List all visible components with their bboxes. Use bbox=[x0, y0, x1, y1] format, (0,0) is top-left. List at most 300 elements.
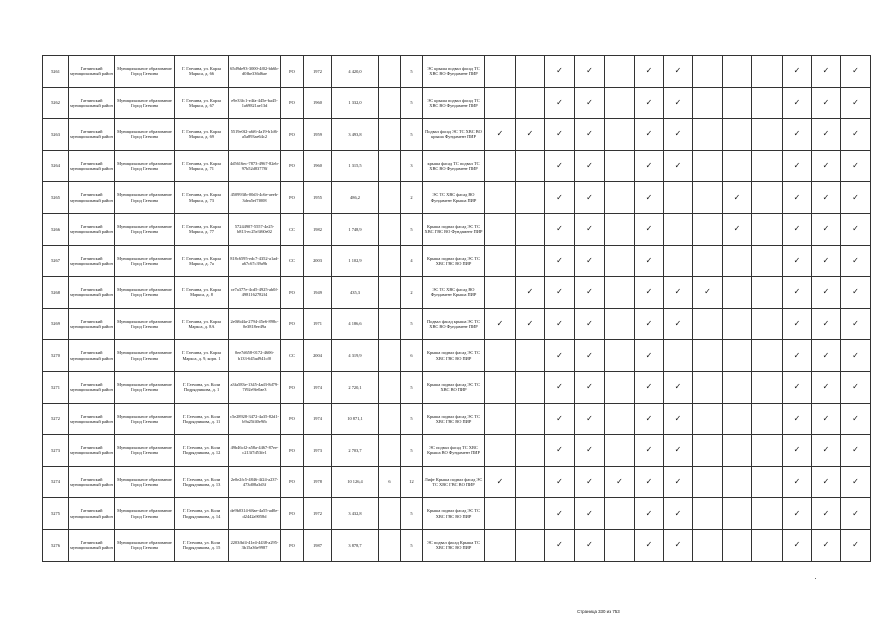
municipality-cell: Муниципальное образование Город Гатчина bbox=[115, 245, 175, 277]
count-cell bbox=[379, 529, 401, 561]
work-types-cell: Крыша подвал фасад ЭС ТС ХВС ГВС ВО ПИР bbox=[423, 245, 485, 277]
check-cell bbox=[664, 213, 693, 245]
guid-cell: 2e0f6d4a-2794-45e6-898c-0e3818ee49a bbox=[229, 308, 281, 340]
check-cell bbox=[752, 150, 783, 182]
check-cell bbox=[812, 403, 841, 435]
check-cell bbox=[516, 150, 545, 182]
check-cell bbox=[605, 340, 635, 372]
district-cell: Гатчинский муниципальный район bbox=[69, 87, 115, 119]
guid-cell: 65d9de93-3000-4f02-bb6b-d0fbe336d6ae bbox=[229, 56, 281, 88]
work-types-cell: Крыша подвал фасад ЭС ТС ХВС ГВС ВО Фундамент ПИР bbox=[423, 213, 485, 245]
check-cell bbox=[812, 213, 841, 245]
check-cell bbox=[485, 119, 516, 151]
check-cell bbox=[575, 466, 605, 498]
area-cell: 1 315,5 bbox=[332, 150, 379, 182]
checkmark-icon: ✓ bbox=[674, 161, 682, 171]
check-cell bbox=[545, 371, 575, 403]
checkmark-icon: ✓ bbox=[852, 287, 859, 297]
check-cell bbox=[693, 182, 723, 214]
check-cell bbox=[575, 435, 605, 467]
check-cell bbox=[723, 56, 752, 88]
table-row bbox=[43, 245, 871, 277]
checkmark-icon: ✓ bbox=[616, 477, 623, 487]
check-cell bbox=[485, 182, 516, 214]
guid-cell: e9e33fc1-e4fa-445e-ba45-1a69821ae13d bbox=[229, 87, 281, 119]
checkmark-icon: ✓ bbox=[556, 287, 563, 297]
checkmark-icon: ✓ bbox=[645, 350, 653, 360]
check-cell bbox=[545, 213, 575, 245]
guid-cell: 57244907-5557-4e25-b813-ec25e3f60e02 bbox=[229, 213, 281, 245]
check-cell bbox=[723, 403, 752, 435]
check-cell bbox=[783, 150, 812, 182]
check-cell bbox=[723, 435, 752, 467]
count-cell: 6 bbox=[379, 466, 401, 498]
work-types-cell: ЭС подвал фасад ТС ХВС Крыша ВО Фундамент ПИР bbox=[423, 435, 485, 467]
count-cell bbox=[379, 119, 401, 151]
checkmark-icon: ✓ bbox=[852, 97, 859, 107]
address-cell: Г. Гатчина, ул. Карла Маркса, д. 66 bbox=[175, 56, 229, 88]
row-number-cell: 5267 bbox=[43, 245, 69, 277]
check-cell bbox=[664, 277, 693, 309]
table-row bbox=[43, 498, 871, 530]
checkmark-icon: ✓ bbox=[556, 413, 563, 423]
check-cell bbox=[516, 435, 545, 467]
checkmark-icon: ✓ bbox=[822, 540, 830, 550]
checkmark-icon: ✓ bbox=[852, 319, 859, 329]
district-cell: Гатчинский муниципальный район bbox=[69, 308, 115, 340]
checkmark-icon: ✓ bbox=[496, 319, 504, 329]
check-cell bbox=[516, 466, 545, 498]
checkmark-icon: ✓ bbox=[645, 413, 653, 423]
work-types-cell: ЭС ТС ХВС фасад ВО Фундамент Крыша ПИР bbox=[423, 182, 485, 214]
check-cell bbox=[485, 308, 516, 340]
check-cell bbox=[752, 498, 783, 530]
check-cell bbox=[664, 403, 693, 435]
checkmark-icon: ✓ bbox=[822, 382, 830, 392]
guid-cell: ce7a377e-4cd5-4925-ab0f-4981162782f4 bbox=[229, 277, 281, 309]
count-cell bbox=[379, 340, 401, 372]
municipality-cell: Муниципальное образование Город Гатчина bbox=[115, 529, 175, 561]
checkmark-icon: ✓ bbox=[645, 224, 653, 234]
check-cell bbox=[783, 371, 812, 403]
check-cell bbox=[664, 56, 693, 88]
check-cell bbox=[841, 213, 871, 245]
area-cell: 486,2 bbox=[332, 182, 379, 214]
check-cell bbox=[693, 466, 723, 498]
row-number-cell: 5272 bbox=[43, 403, 69, 435]
checkmark-icon: ✓ bbox=[822, 287, 830, 297]
floors-cell: 5 bbox=[401, 213, 423, 245]
checkmark-icon: ✓ bbox=[793, 445, 801, 455]
municipality-cell: Муниципальное образование Город Гатчина bbox=[115, 498, 175, 530]
municipality-cell: Муниципальное образование Город Гатчина bbox=[115, 277, 175, 309]
checkmark-icon: ✓ bbox=[852, 66, 859, 76]
row-number-cell: 5265 bbox=[43, 182, 69, 214]
check-cell bbox=[575, 150, 605, 182]
floors-cell: 5 bbox=[401, 435, 423, 467]
area-cell: 10 871,1 bbox=[332, 403, 379, 435]
checkmark-icon: ✓ bbox=[793, 224, 801, 234]
count-cell bbox=[379, 150, 401, 182]
check-cell bbox=[693, 56, 723, 88]
check-cell bbox=[485, 56, 516, 88]
municipality-cell: Муниципальное образование Город Гатчина bbox=[115, 182, 175, 214]
check-cell bbox=[575, 87, 605, 119]
check-cell bbox=[575, 308, 605, 340]
year-cell: 1974 bbox=[304, 371, 332, 403]
checkmark-icon: ✓ bbox=[556, 350, 563, 360]
management-cell: РО bbox=[281, 56, 304, 88]
checkmark-icon: ✓ bbox=[852, 382, 859, 392]
check-cell bbox=[485, 245, 516, 277]
work-types-cell: крыша фасад ТС подвал ТС ХВС ВО Фундамент ПИР bbox=[423, 150, 485, 182]
check-cell bbox=[485, 340, 516, 372]
checkmark-icon: ✓ bbox=[556, 508, 563, 518]
check-cell bbox=[783, 340, 812, 372]
municipality-cell: Муниципальное образование Город Гатчина bbox=[115, 150, 175, 182]
management-cell: РО bbox=[281, 182, 304, 214]
table-row bbox=[43, 371, 871, 403]
check-cell bbox=[605, 213, 635, 245]
check-cell bbox=[841, 119, 871, 151]
check-cell bbox=[693, 119, 723, 151]
check-cell bbox=[783, 182, 812, 214]
address-cell: Г. Гатчина, ул. Коли Подрядчикова, д. 13 bbox=[175, 466, 229, 498]
address-cell: Г. Гатчина, ул. Коли Подрядчикова, д. 12 bbox=[175, 435, 229, 467]
district-cell: Гатчинский муниципальный район bbox=[69, 340, 115, 372]
checkmark-icon: ✓ bbox=[586, 319, 593, 329]
checkmark-icon: ✓ bbox=[852, 350, 859, 360]
check-cell bbox=[545, 340, 575, 372]
check-cell bbox=[575, 277, 605, 309]
check-cell bbox=[664, 87, 693, 119]
management-cell: РО bbox=[281, 498, 304, 530]
check-cell bbox=[693, 277, 723, 309]
count-cell bbox=[379, 87, 401, 119]
row-number-cell: 5264 bbox=[43, 150, 69, 182]
check-cell bbox=[635, 245, 664, 277]
district-cell: Гатчинский муниципальный район bbox=[69, 213, 115, 245]
check-cell bbox=[752, 529, 783, 561]
checkmark-icon: ✓ bbox=[556, 97, 563, 107]
floors-cell: 5 bbox=[401, 529, 423, 561]
checkmark-icon: ✓ bbox=[586, 66, 593, 76]
check-cell bbox=[516, 119, 545, 151]
check-cell bbox=[545, 403, 575, 435]
address-cell: Г. Гатчина, ул. Карла Маркса, д. 8А bbox=[175, 308, 229, 340]
check-cell bbox=[635, 435, 664, 467]
checkmark-icon: ✓ bbox=[852, 255, 859, 265]
checkmark-icon: ✓ bbox=[674, 477, 682, 487]
guid-cell: 49b46cf2-a58a-4467-87ee-c213f7d53fe1 bbox=[229, 435, 281, 467]
checkmark-icon: ✓ bbox=[645, 255, 653, 265]
checkmark-icon: ✓ bbox=[556, 129, 563, 139]
check-cell bbox=[516, 277, 545, 309]
check-cell bbox=[605, 150, 635, 182]
municipality-cell: Муниципальное образование Город Гатчина bbox=[115, 340, 175, 372]
check-cell bbox=[575, 371, 605, 403]
check-cell bbox=[605, 87, 635, 119]
check-cell bbox=[664, 150, 693, 182]
address-cell: Г. Гатчина, ул. Карла Маркса, д. 9, корп. 1 bbox=[175, 340, 229, 372]
check-cell bbox=[841, 56, 871, 88]
row-number-cell: 5269 bbox=[43, 308, 69, 340]
check-cell bbox=[635, 277, 664, 309]
area-cell: 3 493,8 bbox=[332, 119, 379, 151]
table-row bbox=[43, 466, 871, 498]
checkmark-icon: ✓ bbox=[645, 508, 653, 518]
checkmark-icon: ✓ bbox=[852, 129, 859, 139]
scan-speck bbox=[815, 578, 816, 579]
year-cell: 1978 bbox=[304, 466, 332, 498]
management-cell: СС bbox=[281, 245, 304, 277]
checkmark-icon: ✓ bbox=[793, 508, 801, 518]
check-cell bbox=[812, 245, 841, 277]
management-cell: РО bbox=[281, 150, 304, 182]
management-cell: РО bbox=[281, 435, 304, 467]
table-row bbox=[43, 56, 871, 88]
check-cell bbox=[693, 308, 723, 340]
check-cell bbox=[664, 466, 693, 498]
work-types-cell: ЭС подвал фасад Крыша ТС ХВС ГВС ВО ПИР bbox=[423, 529, 485, 561]
management-cell: СС bbox=[281, 213, 304, 245]
checkmark-icon: ✓ bbox=[586, 382, 593, 392]
check-cell bbox=[605, 119, 635, 151]
check-cell bbox=[635, 119, 664, 151]
checkmark-icon: ✓ bbox=[793, 192, 801, 202]
checkmark-icon: ✓ bbox=[674, 319, 682, 329]
checkmark-icon: ✓ bbox=[556, 477, 563, 487]
area-cell: 2 703,7 bbox=[332, 435, 379, 467]
checkmark-icon: ✓ bbox=[645, 445, 653, 455]
check-cell bbox=[664, 371, 693, 403]
checkmark-icon: ✓ bbox=[674, 129, 682, 139]
row-number-cell: 5263 bbox=[43, 119, 69, 151]
checkmark-icon: ✓ bbox=[822, 161, 830, 171]
checkmark-icon: ✓ bbox=[793, 477, 801, 487]
check-cell bbox=[635, 403, 664, 435]
checkmark-icon: ✓ bbox=[556, 161, 563, 171]
checkmark-icon: ✓ bbox=[822, 477, 830, 487]
check-cell bbox=[841, 466, 871, 498]
check-cell bbox=[545, 245, 575, 277]
check-cell bbox=[841, 150, 871, 182]
work-types-cell: Крыша подвал фасад ЭС ТС ХВС ГВС ВО ПИР bbox=[423, 340, 485, 372]
check-cell bbox=[812, 150, 841, 182]
management-cell: СС bbox=[281, 340, 304, 372]
floors-cell: 5 bbox=[401, 56, 423, 88]
floors-cell: 5 bbox=[401, 119, 423, 151]
checkmark-icon: ✓ bbox=[674, 382, 682, 392]
checkmark-icon: ✓ bbox=[852, 540, 859, 550]
table-row bbox=[43, 87, 871, 119]
guid-cell: a3fa583e-1345-4ad3-8d79-7f92e9fe0ae3 bbox=[229, 371, 281, 403]
address-cell: Г. Гатчина, ул. Карла Маркса, д. 8 bbox=[175, 277, 229, 309]
check-cell bbox=[723, 308, 752, 340]
area-cell: 435,3 bbox=[332, 277, 379, 309]
floors-cell: 3 bbox=[401, 150, 423, 182]
check-cell bbox=[664, 308, 693, 340]
check-cell bbox=[783, 435, 812, 467]
district-cell: Гатчинский муниципальный район bbox=[69, 466, 115, 498]
checkmark-icon: ✓ bbox=[674, 445, 682, 455]
district-cell: Гатчинский муниципальный район bbox=[69, 150, 115, 182]
checkmark-icon: ✓ bbox=[733, 192, 741, 202]
check-cell bbox=[783, 213, 812, 245]
check-cell bbox=[545, 308, 575, 340]
check-cell bbox=[635, 529, 664, 561]
check-cell bbox=[635, 498, 664, 530]
check-cell bbox=[575, 245, 605, 277]
check-cell bbox=[605, 56, 635, 88]
district-cell: Гатчинский муниципальный район bbox=[69, 277, 115, 309]
guid-cell: 450993fb-00d3-4c6e-aeeb-3dea5ef7f008 bbox=[229, 182, 281, 214]
management-cell: РО bbox=[281, 87, 304, 119]
municipality-cell: Муниципальное образование Город Гатчина bbox=[115, 435, 175, 467]
row-number-cell: 5273 bbox=[43, 435, 69, 467]
check-cell bbox=[752, 308, 783, 340]
checkmark-icon: ✓ bbox=[496, 129, 504, 139]
check-cell bbox=[812, 466, 841, 498]
work-types-cell: ЭС крыша подвал фасад ТС ХВС ВО Фундамент ПИР bbox=[423, 56, 485, 88]
check-cell bbox=[752, 435, 783, 467]
check-cell bbox=[635, 340, 664, 372]
floors-cell: 5 bbox=[401, 308, 423, 340]
check-cell bbox=[783, 466, 812, 498]
check-cell bbox=[664, 119, 693, 151]
area-cell: 4 186,6 bbox=[332, 308, 379, 340]
check-cell bbox=[783, 308, 812, 340]
municipality-cell: Муниципальное образование Город Гатчина bbox=[115, 466, 175, 498]
checkmark-icon: ✓ bbox=[556, 382, 563, 392]
year-cell: 1960 bbox=[304, 87, 332, 119]
check-cell bbox=[575, 182, 605, 214]
management-cell: РО bbox=[281, 371, 304, 403]
checkmark-icon: ✓ bbox=[556, 192, 563, 202]
checkmark-icon: ✓ bbox=[645, 382, 653, 392]
checkmark-icon: ✓ bbox=[852, 413, 859, 423]
check-cell bbox=[545, 119, 575, 151]
check-cell bbox=[575, 56, 605, 88]
check-cell bbox=[783, 529, 812, 561]
check-cell bbox=[723, 277, 752, 309]
checkmark-icon: ✓ bbox=[556, 445, 563, 455]
check-cell bbox=[516, 308, 545, 340]
check-cell bbox=[545, 498, 575, 530]
checkmark-icon: ✓ bbox=[793, 287, 801, 297]
district-cell: Гатчинский муниципальный район bbox=[69, 56, 115, 88]
check-cell bbox=[545, 466, 575, 498]
checkmark-icon: ✓ bbox=[586, 97, 593, 107]
check-cell bbox=[783, 498, 812, 530]
check-cell bbox=[693, 87, 723, 119]
checkmark-icon: ✓ bbox=[556, 224, 563, 234]
floors-cell: 6 bbox=[401, 340, 423, 372]
year-cell: 1959 bbox=[304, 119, 332, 151]
check-cell bbox=[485, 466, 516, 498]
year-cell: 1960 bbox=[304, 150, 332, 182]
work-types-cell: Крыша подвал фасад ЭС ТС ХВС ГВС ВО ПИР bbox=[423, 498, 485, 530]
check-cell bbox=[723, 529, 752, 561]
checkmark-icon: ✓ bbox=[852, 477, 859, 487]
management-cell: РО bbox=[281, 277, 304, 309]
checkmark-icon: ✓ bbox=[645, 287, 653, 297]
check-cell bbox=[664, 245, 693, 277]
checkmark-icon: ✓ bbox=[822, 129, 830, 139]
checkmark-icon: ✓ bbox=[793, 66, 801, 76]
check-cell bbox=[635, 87, 664, 119]
year-cell: 1982 bbox=[304, 213, 332, 245]
check-cell bbox=[516, 403, 545, 435]
district-cell: Гатчинский муниципальный район bbox=[69, 182, 115, 214]
table-row bbox=[43, 340, 871, 372]
check-cell bbox=[812, 529, 841, 561]
checkmark-icon: ✓ bbox=[556, 540, 563, 550]
checkmark-icon: ✓ bbox=[674, 66, 682, 76]
checkmark-icon: ✓ bbox=[822, 192, 830, 202]
check-cell bbox=[485, 435, 516, 467]
check-cell bbox=[545, 87, 575, 119]
year-cell: 1972 bbox=[304, 498, 332, 530]
check-cell bbox=[841, 308, 871, 340]
check-cell bbox=[752, 213, 783, 245]
area-cell: 1 332,0 bbox=[332, 87, 379, 119]
checkmark-icon: ✓ bbox=[586, 161, 593, 171]
count-cell bbox=[379, 213, 401, 245]
check-cell bbox=[783, 245, 812, 277]
check-cell bbox=[516, 245, 545, 277]
check-cell bbox=[664, 182, 693, 214]
district-cell: Гатчинский муниципальный район bbox=[69, 435, 115, 467]
check-cell bbox=[812, 498, 841, 530]
count-cell bbox=[379, 371, 401, 403]
row-number-cell: 5261 bbox=[43, 56, 69, 88]
checkmark-icon: ✓ bbox=[586, 129, 593, 139]
work-types-cell: Крыша подвал фасад ЭС ТС ХВС ГВС ВО ПИР bbox=[423, 403, 485, 435]
checkmark-icon: ✓ bbox=[496, 477, 504, 487]
check-cell bbox=[516, 182, 545, 214]
check-cell bbox=[635, 182, 664, 214]
check-cell bbox=[545, 182, 575, 214]
check-cell bbox=[485, 371, 516, 403]
address-cell: Г. Гатчина, ул. Карла Маркса, д. 71 bbox=[175, 150, 229, 182]
management-cell: РО bbox=[281, 403, 304, 435]
checkmark-icon: ✓ bbox=[822, 255, 830, 265]
table-row bbox=[43, 182, 871, 214]
check-cell bbox=[841, 182, 871, 214]
year-cell: 1973 bbox=[304, 435, 332, 467]
check-cell bbox=[693, 371, 723, 403]
checkmark-icon: ✓ bbox=[793, 129, 801, 139]
check-cell bbox=[693, 245, 723, 277]
row-number-cell: 5271 bbox=[43, 371, 69, 403]
year-cell: 2004 bbox=[304, 340, 332, 372]
check-cell bbox=[605, 466, 635, 498]
check-cell bbox=[516, 87, 545, 119]
check-cell bbox=[545, 277, 575, 309]
municipality-cell: Муниципальное образование Город Гатчина bbox=[115, 308, 175, 340]
address-cell: Г. Гатчина, ул. Карла Маркса, д. 69 bbox=[175, 119, 229, 151]
address-cell: Г. Гатчина, ул. Карла Маркса, д. 73 bbox=[175, 182, 229, 214]
check-cell bbox=[723, 150, 752, 182]
check-cell bbox=[752, 56, 783, 88]
table-row bbox=[43, 119, 871, 151]
checkmark-icon: ✓ bbox=[822, 350, 830, 360]
area-cell: 10 126,4 bbox=[332, 466, 379, 498]
address-cell: Г. Гатчина, ул. Карла Маркса, д. 67 bbox=[175, 87, 229, 119]
address-cell: Г. Гатчина, ул. Карла Маркса, д. 77 bbox=[175, 213, 229, 245]
check-cell bbox=[752, 371, 783, 403]
